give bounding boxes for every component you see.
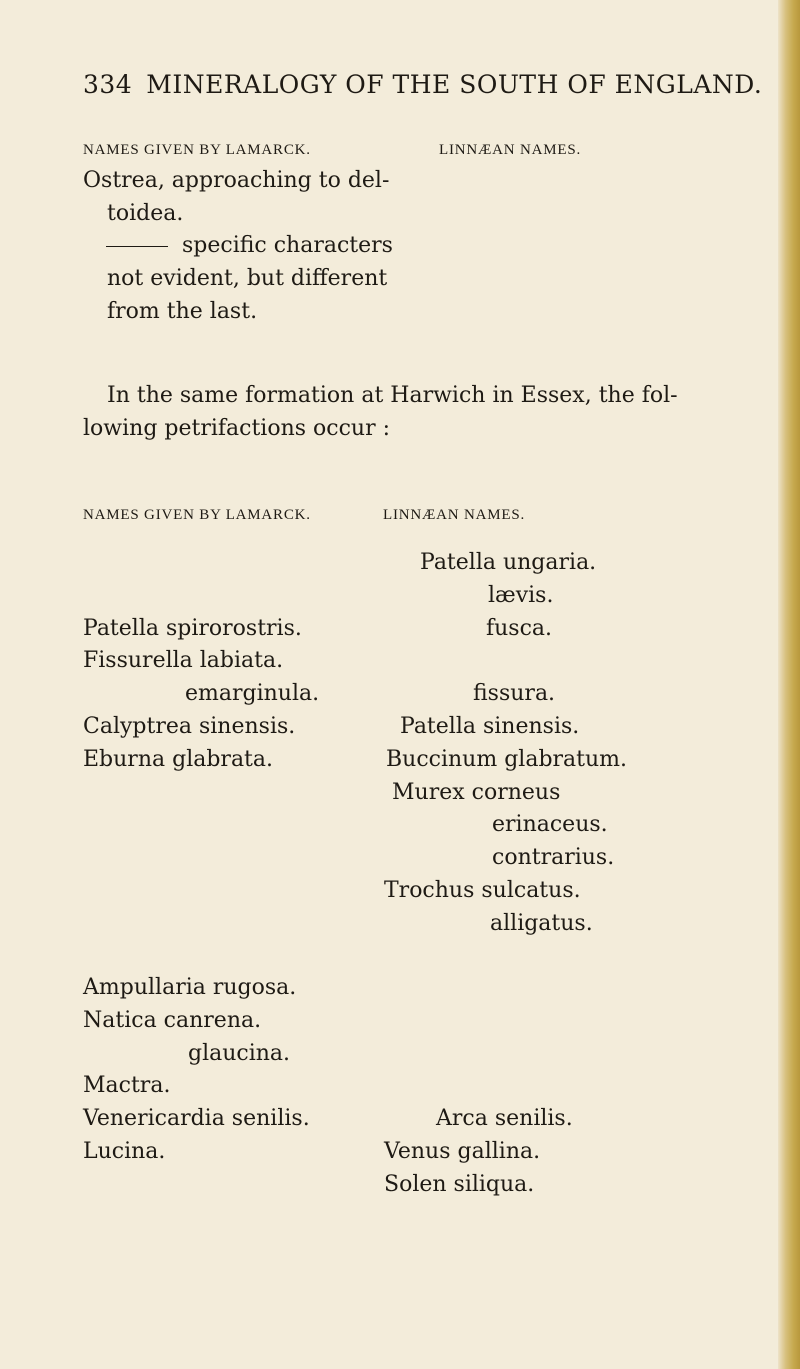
linnaean-name: lævis. [488,583,554,608]
linnaean-name: alligatus. [490,911,593,936]
linnaean-name: Buccinum glabratum. [386,747,628,772]
lamarck-column-heading: NAMES GIVEN BY LAMARCK. [83,507,311,523]
page-title: MINERALOGY OF THE SOUTH OF ENGLAND. [146,70,763,99]
page-number: 334 [83,70,133,99]
page-edge [778,0,800,1369]
lamarck-name: emarginula. [185,681,320,706]
paragraph-line: In the same formation at Harwich in Essex, the fol- [107,383,678,408]
paragraph-line: lowing petrifactions occur : [83,416,391,441]
linnaean-column-heading: LINNÆAN NAMES. [383,507,526,523]
linnaean-name: Arca senilis. [436,1106,573,1131]
lamarck-name: glaucina. [188,1041,291,1066]
lamarck-name: Calyptrea sinensis. [83,714,296,739]
lamarck-name: Fissurella labiata. [83,648,284,673]
lamarck-name: Eburna glabrata. [83,747,274,772]
lamarck-column-heading: NAMES GIVEN BY LAMARCK. [83,142,311,158]
lamarck-name: Natica canrena. [83,1008,262,1033]
linnaean-name: contrarius. [492,845,615,870]
ditto-dash [106,246,168,247]
linnaean-name: fusca. [486,616,553,641]
running-header [83,70,762,99]
linnaean-name: erinaceus. [492,812,608,837]
linnaean-name: Trochus sulcatus. [384,878,581,903]
linnaean-name: Venus gallina. [384,1139,541,1164]
lamarck-line: from the last. [107,299,258,324]
linnaean-column-heading: LINNÆAN NAMES. [439,142,582,158]
linnaean-name: Patella sinensis. [400,714,580,739]
lamarck-name: Venericardia senilis. [83,1106,310,1131]
linnaean-name: fissura. [473,681,556,706]
lamarck-name: Ampullaria rugosa. [83,975,297,1000]
lamarck-name: Patella spirorostris. [83,616,302,641]
lamarck-line: not evident, but different [107,266,388,291]
linnaean-name: Solen siliqua. [384,1172,535,1197]
linnaean-name: Patella ungaria. [420,550,597,575]
lamarck-name: Lucina. [83,1139,166,1164]
lamarck-line: toidea. [107,201,184,226]
lamarck-line: specific characters [58,233,393,258]
lamarck-line: Ostrea, approaching to del- [83,168,390,193]
lamarck-name: Mactra. [83,1073,171,1098]
linnaean-name: Murex corneus [392,780,561,805]
